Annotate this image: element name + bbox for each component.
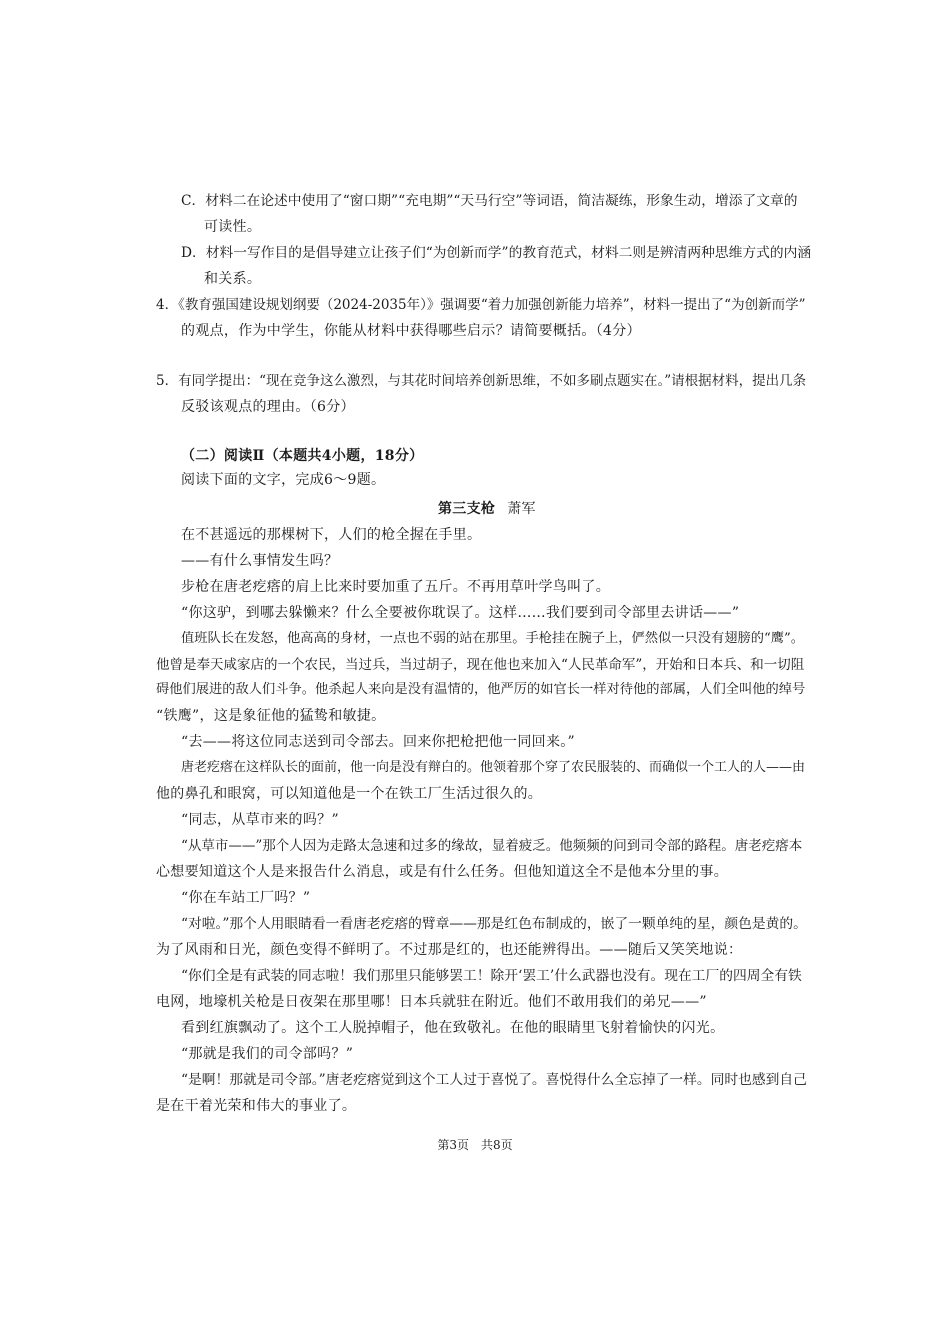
story-line: “那就是我们的司令部吗？” (181, 1046, 354, 1062)
option-c-line2: 可读性。 (204, 219, 262, 235)
option-d-line2: 和关系。 (204, 271, 262, 287)
story-line: “你在车站工厂吗？” (181, 890, 311, 906)
story-line: 碍他们展进的敌人们斗争。他杀起人来向是没有温情的，他严厉的如官长一样对待他的部属，人们全叫他的绰号 (156, 682, 806, 697)
story-line: “铁鹰”，这是象征他的猛鸷和敏捷。 (156, 708, 386, 724)
option-c-line1: C．材料二在论述中使用了“窗口期”“充电期”“天马行空”等词语，简洁凝练，形象生动，增添了文章的 (181, 193, 798, 209)
story-title: 第三支枪 (438, 501, 496, 517)
section-instruction: 阅读下面的文字，完成6～9题。 (181, 472, 386, 488)
story-line: “你这驴，到哪去躲懒来？什么全要被你耽误了。这样……我们要到司令部里去讲话——” (181, 605, 740, 621)
page-footer: 第3页 共8页 (437, 1138, 513, 1152)
story-line: “对啦。”那个人用眼睛看一看唐老疙瘩的臂章——那是红色布制成的，嵌了一颗单纯的星，颜色是黄的。 (181, 916, 807, 932)
story-line: 电网，地壕机关枪是日夜架在那里哪！日本兵就驻在附近。他们不敢用我们的弟兄——” (156, 994, 707, 1010)
story-line: 为了风雨和日光，颜色变得不鲜明了。不过那是红的，也还能辨得出。——随后又笑笑地说： (156, 942, 743, 958)
question-4-line1: 4．《教育强国建设规划纲要（2024-2035年）》强调要“着力加强创新能力培养”，材料一提出了“为创新而学” (156, 297, 806, 313)
question-5-line1: 5．有同学提出：“现在竞争这么激烈，与其花时间培养创新思维，不如多刷点题实在。”请根据材料，提出几条 (156, 373, 807, 389)
story-line: 他的鼻孔和眼窝，可以知道他是一个在铁工厂生活过很久的。 (156, 786, 543, 802)
story-line: “去——将这位同志送到司令部去。回来你把枪把他一同回来。” (181, 734, 576, 750)
story-line: 步枪在唐老疙瘩的肩上比来时要加重了五斤。不再用草叶学鸟叫了。 (181, 579, 610, 595)
question-5-line2: 反驳该观点的理由。（6分） (181, 399, 355, 415)
story-line: 在不甚遥远的那棵树下，人们的枪全握在手里。 (181, 527, 482, 543)
story-line: 看到红旗飘动了。这个工人脱掉帽子，他在致敬礼。在他的眼睛里飞射着愉快的闪光。 (181, 1020, 725, 1036)
story-line: “同志，从草市来的吗？” (181, 812, 339, 828)
section-heading: （二）阅读Ⅱ（本题共4小题，18分） (181, 448, 424, 464)
question-4-line2: 的观点，作为中学生，你能从材料中获得哪些启示？请简要概括。（4分） (181, 323, 641, 339)
story-line: 心想要知道这个人是来报告什么消息，或是有什么任务。但他知道这全不是他本分里的事。 (156, 864, 728, 880)
story-line: ——有什么事情发生吗？ (181, 553, 339, 569)
story-author: 萧军 (507, 501, 536, 517)
option-d-line1: D．材料一写作目的是倡导建立让孩子们“为创新而学”的教育范式，材料二则是辨清两种思维方式的内涵 (181, 245, 812, 261)
story-line: 唐老疙瘩在这样队长的面前，他一向是没有辩白的。他领着那个穿了农民服装的、而确似一个工人的人——由 (181, 760, 806, 775)
story-line: 他曾是奉天咸家店的一个农民，当过兵，当过胡子，现在他也来加入“人民革命军”，开始和日本兵、和一切阻 (156, 657, 805, 673)
story-line: 是在干着光荣和伟大的事业了。 (156, 1098, 357, 1114)
story-line: 值班队长在发怒，他高高的身材，一点也不弱的站在那里。手枪挂在腕子上，俨然似一只没有翅膀的“鹰”。 (181, 631, 805, 646)
story-line: “从草市——”那个人因为走路太急速和过多的缘故，显着疲乏。他频频的问到司令部的路程。唐老疙瘩本 (181, 838, 803, 854)
story-title-line (438, 500, 536, 518)
story-line: “你们全是有武装的同志啦！我们那里只能够罢工！除开‘罢工’什么武器也没有。现在工厂的四周全有铁 (181, 968, 802, 984)
story-line: “是啊！那就是司令部。”唐老疙瘩觉到这个工人过于喜悦了。喜悦得什么全忘掉了一样。同时也感到自己 (181, 1072, 807, 1088)
